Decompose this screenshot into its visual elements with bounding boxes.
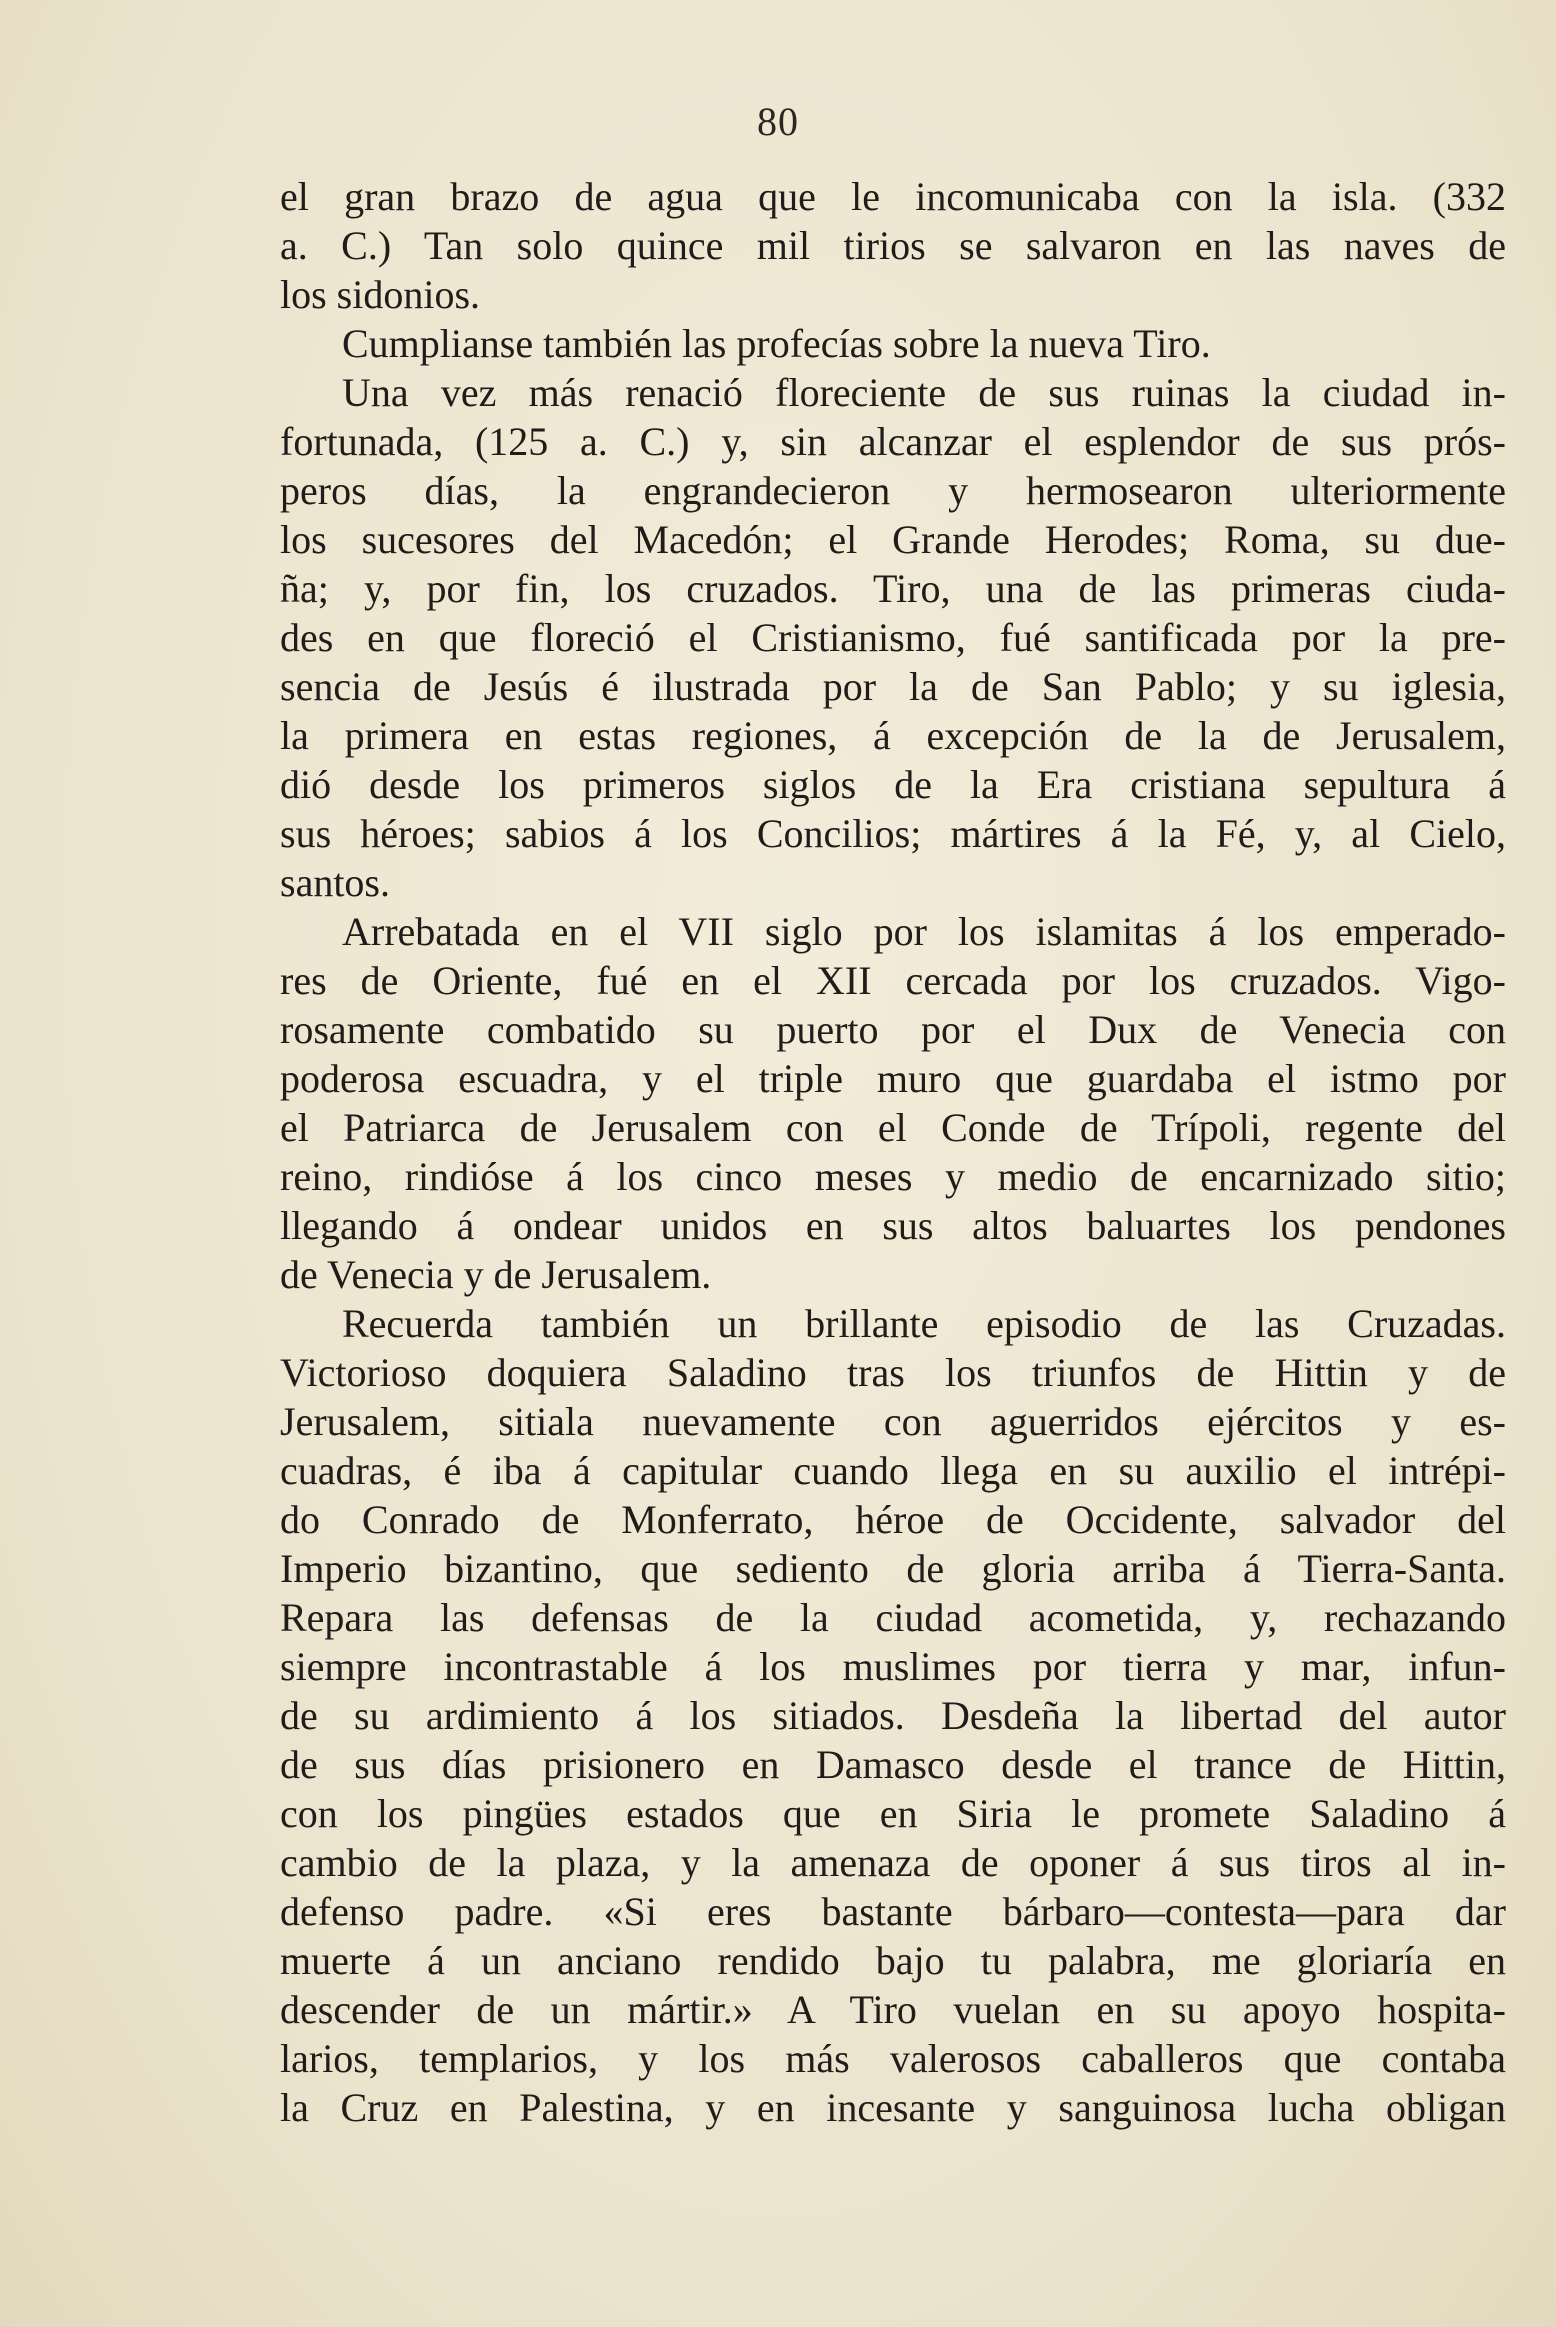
text-line: ña; y, por fin, los cruzados. Tiro, una de las primeras ciuda- [280, 566, 1506, 611]
text-line: el Patriarca de Jerusalem con el Conde de Trípoli, regente del [280, 1105, 1506, 1150]
text-line: poderosa escuadra, y el triple muro que guardaba el istmo por [280, 1056, 1506, 1101]
text-line: cuadras, é iba á capitular cuando llega en su auxilio el intrépi- [280, 1448, 1506, 1493]
text-line: Victorioso doquiera Saladino tras los triunfos de Hittin y de [280, 1350, 1506, 1395]
text-line: de Venecia y de Jerusalem. [280, 1252, 712, 1297]
text-line: descender de un mártir.» A Tiro vuelan en su apoyo hospita- [280, 1987, 1506, 2032]
text-line: a. C.) Tan solo quince mil tirios se salvaron en las naves de [280, 223, 1506, 268]
text-line: los sucesores del Macedón; el Grande Herodes; Roma, su due- [280, 517, 1506, 562]
text-line: defenso padre. «Si eres bastante bárbaro—contesta—para dar [280, 1889, 1506, 1934]
text-line: muerte á un anciano rendido bajo tu palabra, me gloriaría en [280, 1938, 1506, 1983]
text-line: con los pingües estados que en Siria le promete Saladino á [280, 1791, 1506, 1836]
text-line: Arrebatada en el VII siglo por los islamitas á los emperado- [342, 909, 1506, 954]
text-line: siempre incontrastable á los muslimes por tierra y mar, infun- [280, 1644, 1506, 1689]
text-line: cambio de la plaza, y la amenaza de oponer á sus tiros al in- [280, 1840, 1506, 1885]
text-line: los sidonios. [280, 272, 481, 317]
text-line: de sus días prisionero en Damasco desde el trance de Hittin, [280, 1742, 1506, 1787]
text-line: des en que floreció el Cristianismo, fué santificada por la pre- [280, 615, 1506, 660]
text-line: res de Oriente, fué en el XII cercada por los cruzados. Vigo- [280, 958, 1506, 1003]
body-text [280, 172, 1506, 2132]
text-line: sus héroes; sabios á los Concilios; mártires á la Fé, y, al Cielo, [280, 811, 1506, 856]
text-line: reino, rindióse á los cinco meses y medio de encarnizado sitio; [280, 1154, 1506, 1199]
text-line: llegando á ondear unidos en sus altos baluartes los pendones [280, 1203, 1506, 1248]
text-line: de su ardimiento á los sitiados. Desdeña la libertad del autor [280, 1693, 1506, 1738]
text-line: Imperio bizantino, que sediento de gloria arriba á Tierra-Santa. [280, 1546, 1506, 1591]
text-line: Cumplianse también las profecías sobre la nueva Tiro. [342, 321, 1211, 366]
text-line: rosamente combatido su puerto por el Dux de Venecia con [280, 1007, 1506, 1052]
text-line: el gran brazo de agua que le incomunicaba con la isla. (332 [280, 174, 1506, 219]
text-line: sencia de Jesús é ilustrada por la de San Pablo; y su iglesia, [280, 664, 1506, 709]
text-line: dió desde los primeros siglos de la Era cristiana sepultura á [280, 762, 1506, 807]
text-line: la primera en estas regiones, á excepción de la de Jerusalem, [280, 713, 1506, 758]
page-number: 80 [757, 99, 799, 144]
text-line: la Cruz en Palestina, y en incesante y sanguinosa lucha obligan [280, 2085, 1506, 2130]
text-line: do Conrado de Monferrato, héroe de Occidente, salvador del [280, 1497, 1506, 1542]
text-line: fortunada, (125 a. C.) y, sin alcanzar el esplendor de sus prós- [280, 419, 1506, 464]
text-line: peros días, la engrandecieron y hermosearon ulteriormente [280, 468, 1506, 513]
text-line: Recuerda también un brillante episodio de las Cruzadas. [342, 1301, 1506, 1346]
text-line: Jerusalem, sitiala nuevamente con aguerridos ejércitos y es- [280, 1399, 1506, 1444]
text-line: santos. [280, 860, 390, 905]
text-line: Repara las defensas de la ciudad acometida, y, rechazando [280, 1595, 1506, 1640]
text-line: larios, templarios, y los más valerosos caballeros que contaba [280, 2036, 1506, 2081]
text-line: Una vez más renació floreciente de sus ruinas la ciudad in- [342, 370, 1506, 415]
